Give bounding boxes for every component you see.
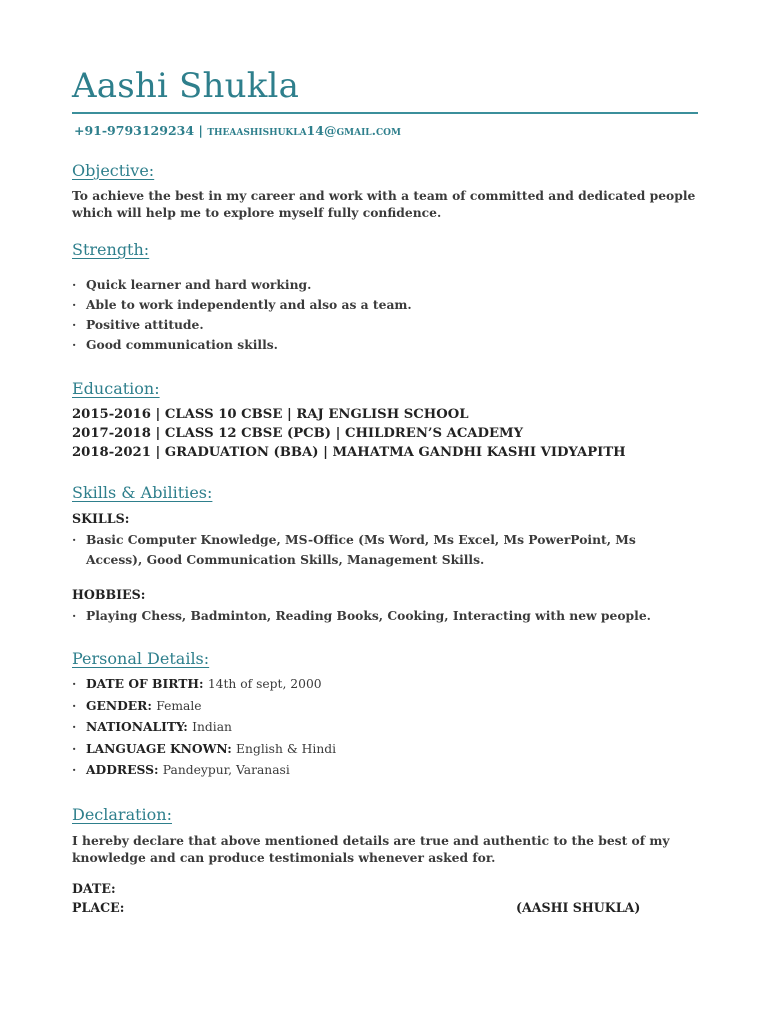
education-list	[72, 405, 626, 462]
objective-text: To achieve the best in my career and work with a team of committed and dedicated people which will help me to explore myself fully confidence.	[72, 188, 696, 220]
contact-line	[74, 123, 401, 138]
declaration-heading: Declaration:	[72, 805, 172, 824]
skills-item: · Basic Computer Knowledge, MS-Office (Ms Word, Ms Excel, Ms PowerPoint, Ms Access), Good Communication Skills, Management Skills.	[72, 530, 698, 569]
hobbies-item: · Playing Chess, Badminton, Reading Books, Cooking, Interacting with new people.	[72, 606, 698, 625]
detail-key: DATE OF BIRTH:	[86, 676, 204, 691]
detail-value: Pandeypur, Varanasi	[162, 763, 290, 777]
personal-detail-item	[72, 762, 698, 784]
detail-value: Indian	[192, 720, 232, 734]
skills-label: SKILLS:	[72, 511, 130, 526]
strength-item: · Quick learner and hard working.	[72, 277, 698, 297]
strength-item: · Good communication skills.	[72, 337, 698, 357]
signature-name: (AASHI SHUKLA)	[516, 900, 641, 915]
hobbies-label: HOBBIES:	[72, 587, 146, 602]
date-label: DATE:	[72, 881, 116, 896]
hobbies-list	[72, 606, 698, 625]
education-heading: Education:	[72, 379, 160, 398]
personal-details-heading: Personal Details:	[72, 649, 210, 668]
skills-heading: Skills & Abilities:	[72, 483, 213, 502]
education-item: 2015-2016 | CLASS 10 CBSE | RAJ ENGLISH SCHOOL	[72, 407, 469, 422]
education-item: 2018-2021 | GRADUATION (BBA) | MAHATMA GANDHI KASHI VIDYAPITH	[72, 445, 626, 460]
detail-value: 14th of sept, 2000	[207, 677, 322, 691]
personal-detail-item	[72, 676, 698, 698]
personal-details-list	[72, 676, 698, 784]
detail-value: English & Hindi	[236, 741, 337, 756]
strength-item: · Positive attitude.	[72, 317, 698, 337]
personal-detail-item	[72, 698, 698, 720]
detail-key: NATIONALITY:	[86, 719, 188, 734]
place-label: PLACE:	[72, 900, 125, 915]
detail-key: ADDRESS:	[86, 762, 159, 777]
skills-list	[72, 530, 698, 569]
email-address: theaashishukla14@gmail.com	[207, 123, 401, 138]
declaration-text: I hereby declare that above mentioned details are true and authentic to the best of my knowledge and can produce testimonials whenever asked for.	[72, 833, 670, 865]
detail-key: GENDER:	[86, 697, 152, 713]
objective-heading: Objective:	[72, 161, 155, 180]
strength-item: · Able to work independently and also as a team.	[72, 297, 698, 317]
education-item: 2017-2018 | CLASS 12 CBSE (PCB) | CHILDREN’S ACADEMY	[72, 426, 524, 441]
header-rule	[72, 112, 698, 114]
contact-separator: |	[198, 123, 203, 138]
personal-detail-item	[72, 719, 698, 741]
detail-key: LANGUAGE KNOWN:	[86, 740, 232, 756]
detail-value: Female	[156, 698, 202, 713]
phone-number: +91-9793129234	[74, 123, 195, 138]
strength-list	[72, 277, 698, 357]
strength-heading: Strength:	[72, 240, 150, 259]
candidate-name: Aashi Shukla	[72, 66, 300, 106]
personal-detail-item	[72, 741, 698, 763]
